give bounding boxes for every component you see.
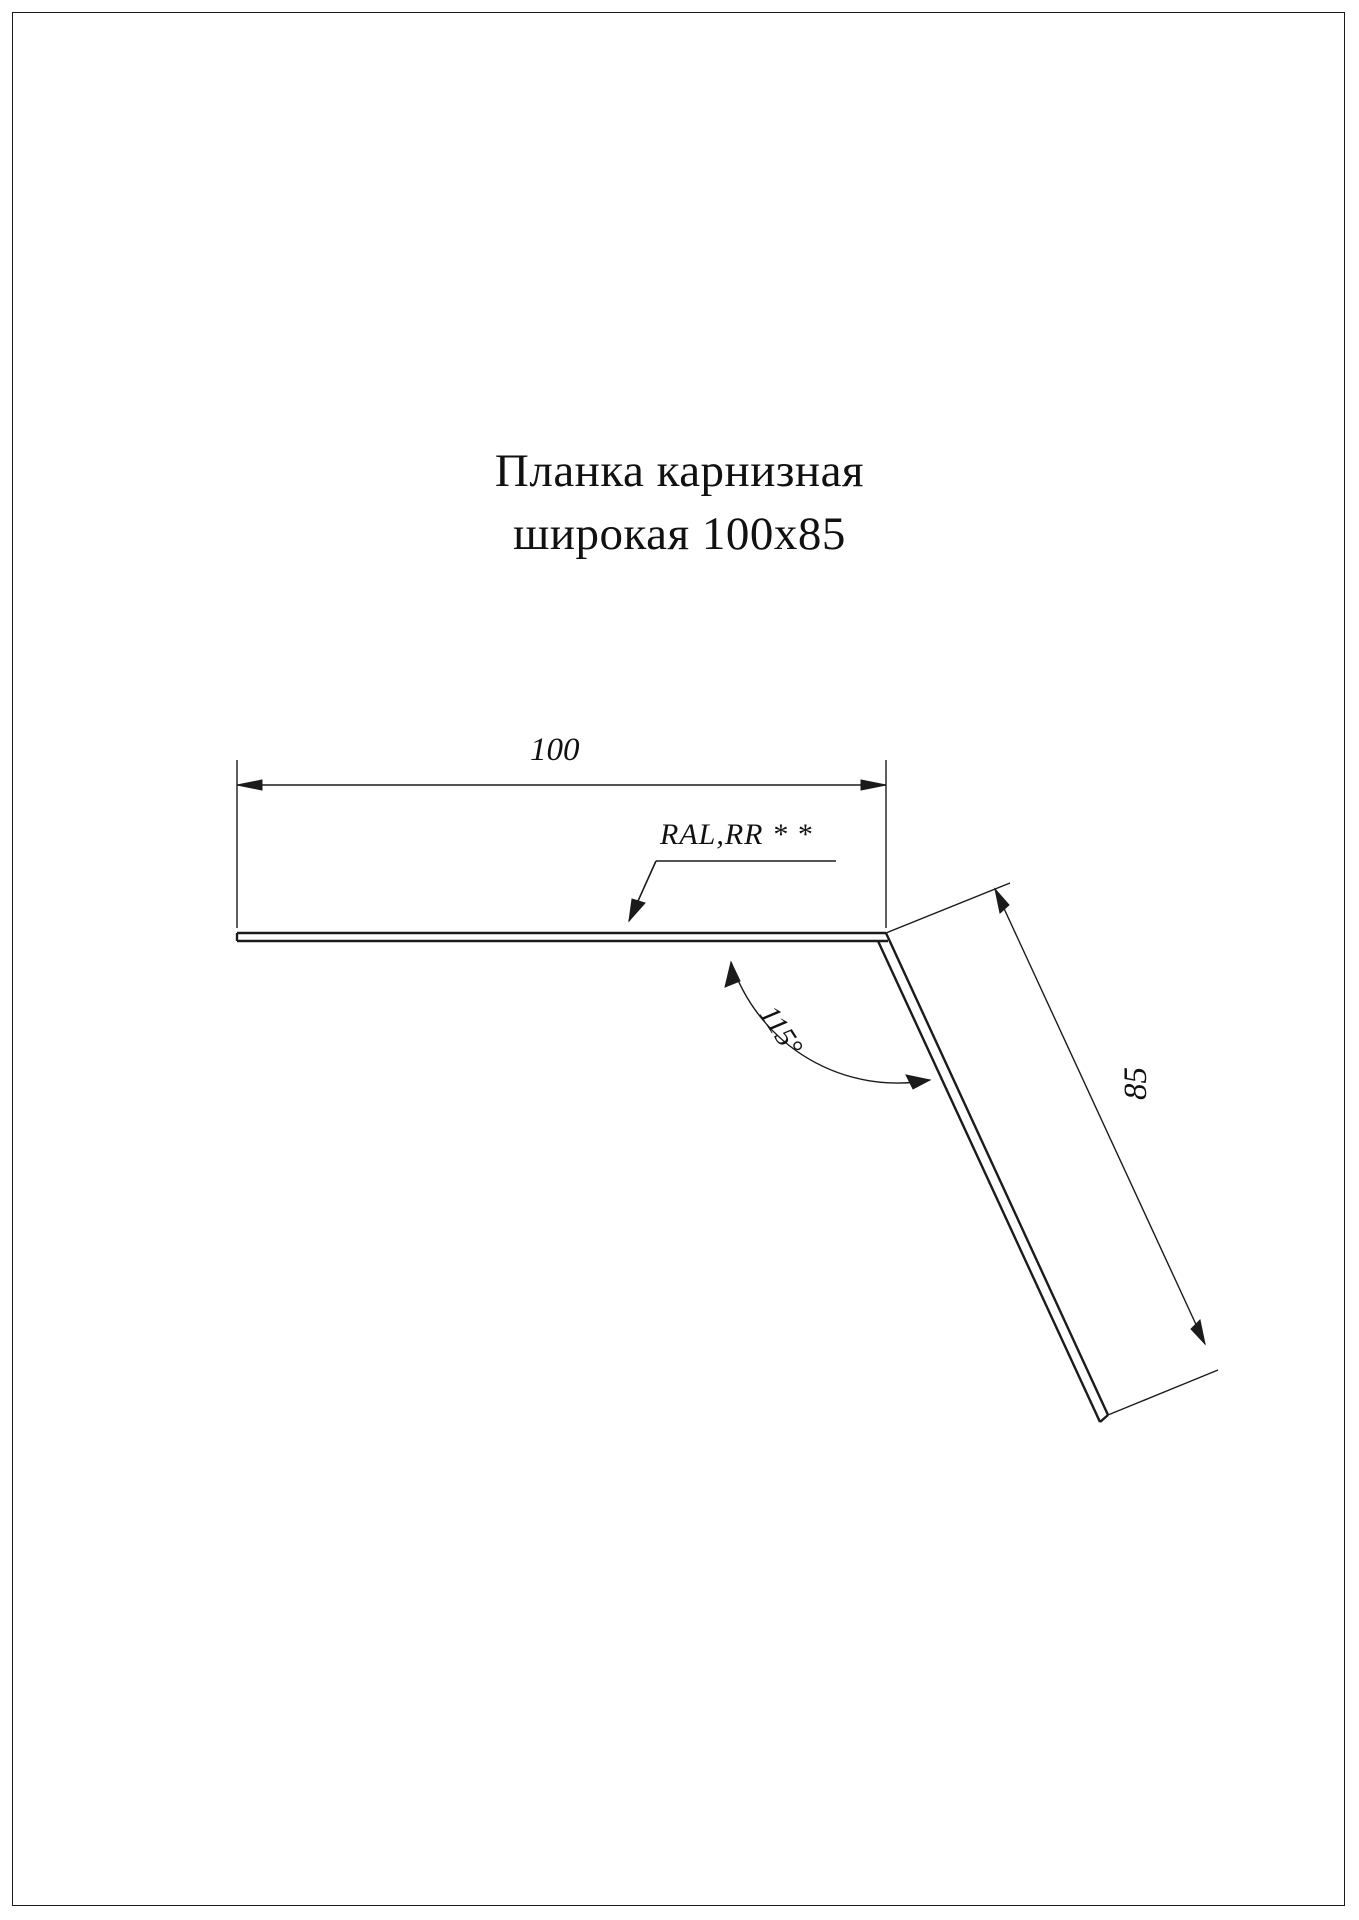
title-line-1: Планка карнизная — [494, 445, 865, 497]
profile-angled-end — [1100, 1415, 1108, 1422]
ext-line-bottom-85 — [1108, 1370, 1218, 1415]
profile-angled-inner — [878, 941, 1100, 1422]
dim-arrow-top-85 — [995, 889, 1009, 913]
angle-arrow-bottom — [906, 1075, 930, 1089]
angle-label: 115° — [753, 1000, 809, 1062]
ext-line-top-85 — [886, 883, 1010, 933]
dimension-label-height: 85 — [1118, 1067, 1154, 1100]
callout-arrow — [629, 899, 645, 921]
dim-line-height — [995, 889, 1205, 1344]
coating-callout-label: RAL,RR * * — [660, 818, 813, 851]
angle-arrow-top — [725, 962, 740, 987]
profile-angled-outer — [886, 933, 1108, 1415]
title-line-2: широкая 100x85 — [513, 508, 846, 561]
dimension-label-width: 100 — [530, 732, 580, 768]
dim-arrow-left — [237, 780, 262, 790]
dim-arrow-right — [861, 780, 886, 790]
dim-arrow-bottom-85 — [1191, 1320, 1205, 1344]
